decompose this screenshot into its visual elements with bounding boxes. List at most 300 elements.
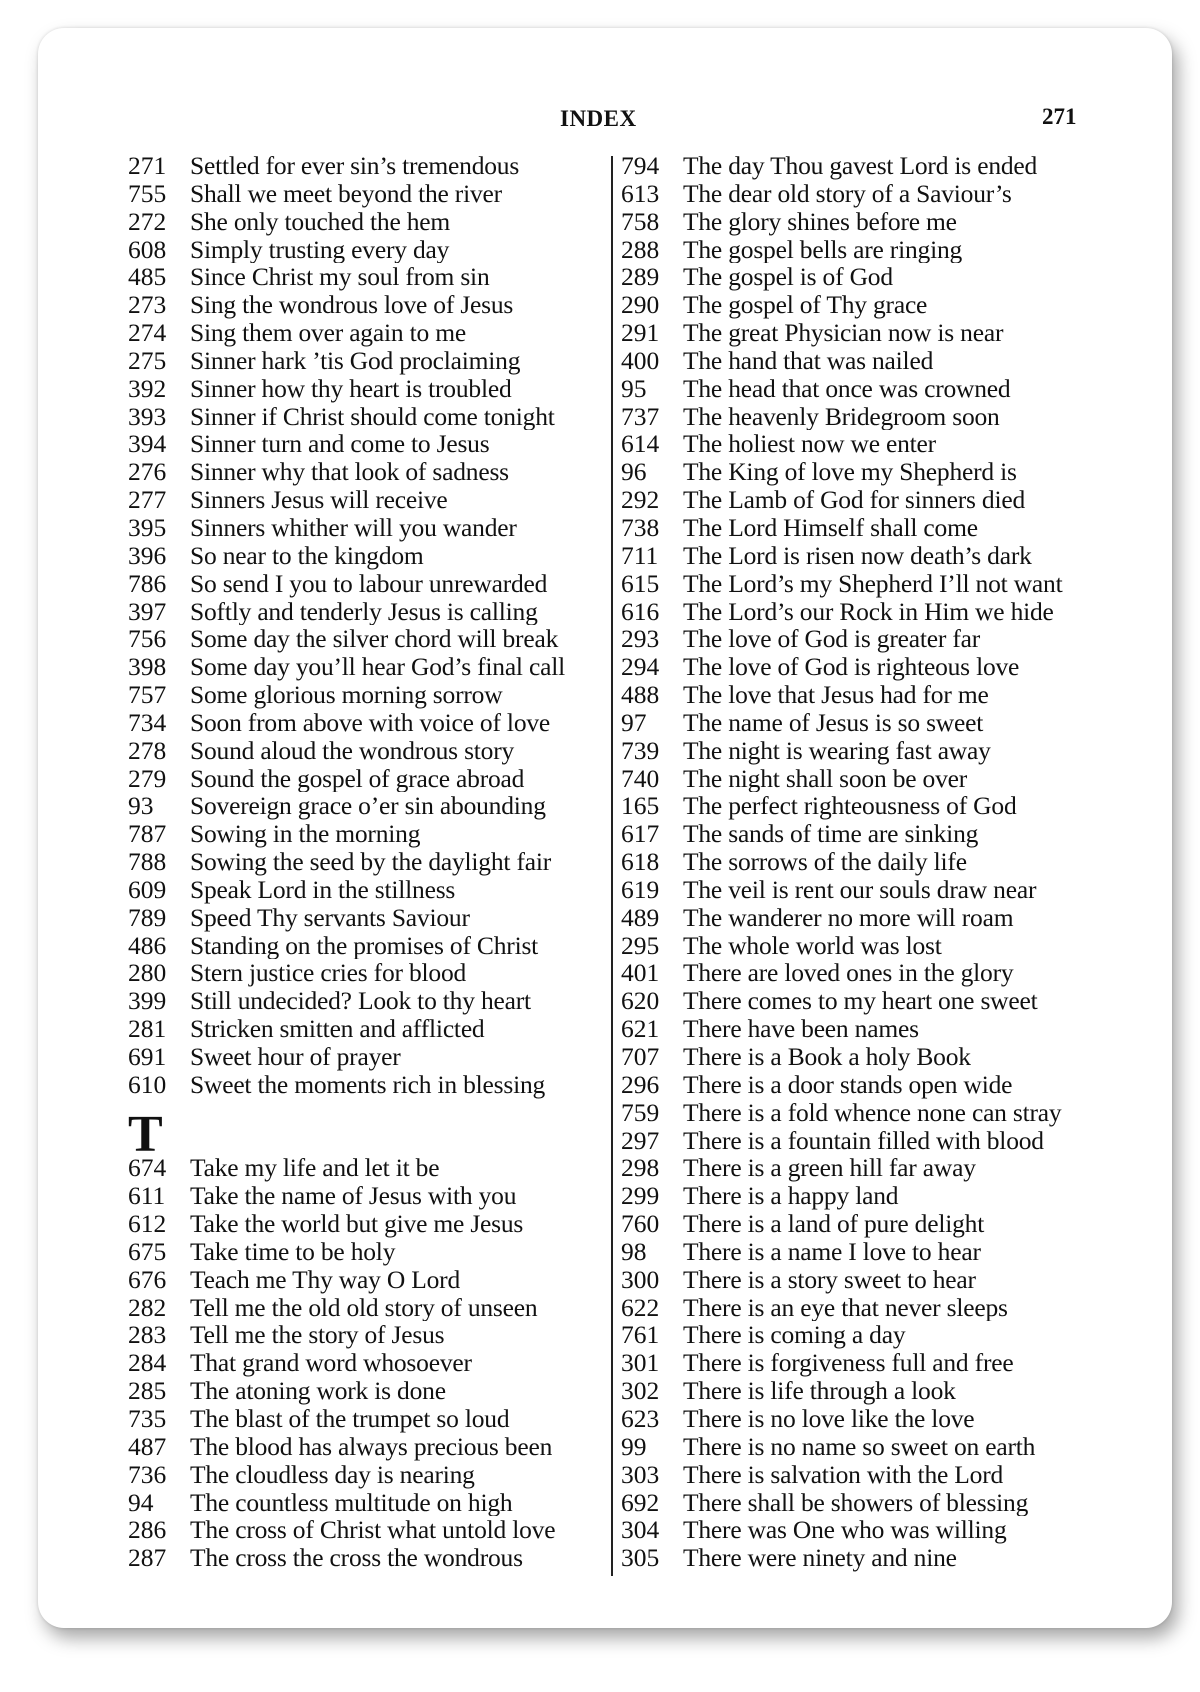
hymn-number: 756 (128, 625, 167, 654)
index-entry (621, 1405, 1099, 1433)
hymn-number: 758 (621, 207, 660, 236)
index-entry (621, 1127, 1099, 1155)
index-entry (128, 904, 606, 932)
index-entry (128, 792, 606, 820)
hymn-first-line: There is a land of pure delight (683, 1210, 985, 1238)
index-entry (128, 959, 606, 987)
hymn-first-line: Still undecided? Look to thy heart (190, 987, 531, 1016)
index-entry (128, 1238, 606, 1266)
hymn-first-line: The blast of the trumpet so loud (190, 1404, 510, 1433)
hymn-number: 303 (621, 1460, 660, 1489)
hymn-number: 760 (621, 1210, 660, 1238)
index-entry (128, 1544, 606, 1572)
index-entry (621, 848, 1099, 876)
index-entry (128, 542, 606, 570)
hymn-first-line: The veil is rent our souls draw near (683, 875, 1037, 904)
hymn-first-line: Stricken smitten and afflicted (190, 1015, 485, 1043)
hymn-number: 285 (128, 1377, 167, 1405)
index-entry (128, 152, 606, 180)
hymn-first-line: Sinners Jesus will receive (190, 486, 448, 514)
hymn-first-line: Shall we meet beyond the river (190, 179, 502, 208)
index-entry (621, 709, 1099, 737)
hymn-first-line: The gospel of Thy grace (683, 291, 928, 320)
index-entry (128, 291, 606, 319)
hymn-number: 619 (621, 875, 660, 904)
hymn-first-line: Sowing the seed by the daylight fair (190, 848, 552, 876)
hymn-first-line: The glory shines before me (683, 207, 957, 236)
hymn-first-line: Simply trusting every day (190, 235, 450, 264)
index-entry (128, 653, 606, 681)
hymn-number: 298 (621, 1154, 660, 1183)
hymn-number: 274 (128, 319, 167, 347)
index-entry (128, 625, 606, 653)
hymn-first-line: There is a fountain filled with blood (683, 1126, 1044, 1155)
hymn-first-line: The Lord’s my Shepherd I’ll not want (683, 569, 1063, 598)
hymn-number: 615 (621, 569, 660, 598)
index-entry (128, 319, 606, 347)
hymn-first-line: Sound aloud the wondrous story (190, 736, 515, 765)
hymn-first-line: There shall be showers of blessing (683, 1488, 1029, 1517)
hymn-first-line: The hand that was nailed (683, 346, 934, 375)
index-entry (621, 792, 1099, 820)
hymn-number: 288 (621, 235, 660, 264)
hymn-first-line: Since Christ my soul from sin (190, 263, 490, 292)
index-entry (128, 430, 606, 458)
index-entry (621, 1266, 1099, 1294)
hymn-number: 761 (621, 1321, 660, 1350)
hymn-number: 676 (128, 1265, 167, 1294)
hymn-first-line: Take time to be holy (190, 1237, 396, 1266)
hymn-number: 289 (621, 263, 660, 292)
index-entry (621, 737, 1099, 765)
index-entry (128, 486, 606, 514)
index-entry (621, 820, 1099, 848)
index-entry (128, 598, 606, 626)
index-entry (128, 180, 606, 208)
index-entry (128, 1516, 606, 1544)
index-entry (128, 347, 606, 375)
hymn-number: 96 (621, 458, 647, 487)
index-entry (128, 375, 606, 403)
index-entry (128, 1321, 606, 1349)
index-entry (128, 458, 606, 486)
hymn-first-line: The heavenly Bridegroom soon (683, 402, 1000, 431)
hymn-number: 401 (621, 959, 660, 988)
page-number: 271 (1042, 104, 1077, 129)
index-entry (621, 876, 1099, 904)
index-entry (128, 1461, 606, 1489)
hymn-first-line: So send I you to labour unrewarded (190, 569, 548, 598)
hymn-first-line: The love that Jesus had for me (683, 681, 989, 709)
index-entry (128, 932, 606, 960)
hymn-first-line: Tell me the old old story of unseen (190, 1293, 538, 1322)
index-entry (621, 932, 1099, 960)
hymn-first-line: There is a green hill far away (683, 1154, 976, 1183)
hymn-number: 93 (128, 792, 154, 821)
hymn-first-line: Sowing in the morning (190, 820, 421, 849)
hymn-first-line: The Lord Himself shall come (683, 513, 978, 542)
index-entry (128, 403, 606, 431)
hymn-number: 305 (621, 1544, 660, 1573)
hymn-first-line: The love of God is greater far (683, 625, 981, 654)
index-entry (621, 458, 1099, 486)
hymn-number: 622 (621, 1293, 660, 1322)
hymn-number: 739 (621, 736, 660, 765)
hymn-first-line: Soon from above with voice of love (190, 708, 551, 737)
hymn-first-line: Sing the wondrous love of Jesus (190, 291, 514, 320)
hymn-number: 286 (128, 1516, 167, 1545)
hymn-number: 293 (621, 625, 660, 654)
section-letter: T (128, 1105, 163, 1163)
hymn-first-line: The Lord’s our Rock in Him we hide (683, 597, 1054, 626)
index-entry (621, 1321, 1099, 1349)
hymn-first-line: The day Thou gavest Lord is ended (683, 152, 1038, 180)
hymn-number: 738 (621, 513, 660, 542)
hymn-number: 282 (128, 1293, 167, 1322)
hymn-number: 278 (128, 736, 167, 765)
hymn-first-line: Tell me the story of Jesus (190, 1321, 445, 1350)
hymn-first-line: The cloudless day is nearing (190, 1460, 475, 1489)
hymn-first-line: Sweet the moments rich in blessing (190, 1070, 546, 1099)
hymn-first-line: There is life through a look (683, 1377, 956, 1405)
hymn-first-line: The love of God is righteous love (683, 653, 1020, 682)
hymn-number: 275 (128, 346, 167, 375)
hymn-number: 736 (128, 1460, 167, 1489)
hymn-number: 400 (621, 346, 660, 375)
hymn-first-line: Stern justice cries for blood (190, 959, 467, 988)
hymn-number: 99 (621, 1432, 647, 1461)
hymn-number: 271 (128, 152, 167, 180)
hymn-number: 284 (128, 1349, 167, 1378)
hymn-number: 794 (621, 152, 660, 180)
index-entry (128, 1433, 606, 1461)
hymn-first-line: The dear old story of a Saviour’s (683, 179, 1012, 208)
hymn-number: 740 (621, 764, 660, 793)
hymn-number: 398 (128, 653, 167, 682)
hymn-number: 299 (621, 1182, 660, 1211)
hymn-number: 487 (128, 1432, 167, 1461)
hymn-number: 674 (128, 1154, 167, 1183)
hymn-first-line: Speak Lord in the stillness (190, 875, 456, 904)
index-entry (621, 1015, 1099, 1043)
hymn-first-line: Speed Thy servants Saviour (190, 903, 470, 932)
hymn-number: 301 (621, 1349, 660, 1378)
index-entry (128, 1071, 606, 1099)
hymn-first-line: The name of Jesus is so sweet (683, 708, 984, 737)
hymn-number: 755 (128, 179, 167, 208)
index-entry (621, 514, 1099, 542)
hymn-first-line: There is a fold whence none can stray (683, 1098, 1062, 1127)
hymn-first-line: The Lamb of God for sinners died (683, 486, 1026, 514)
hymn-number: 621 (621, 1015, 660, 1043)
hymn-first-line: So near to the kingdom (190, 541, 424, 570)
hymn-number: 276 (128, 458, 167, 487)
index-entry (621, 625, 1099, 653)
hymn-first-line: The gospel bells are ringing (683, 235, 963, 264)
hymn-number: 613 (621, 179, 660, 208)
hymn-first-line: Sinner turn and come to Jesus (190, 430, 490, 459)
hymn-number: 396 (128, 541, 167, 570)
hymn-number: 611 (128, 1182, 166, 1211)
hymn-number: 618 (621, 848, 660, 876)
column-divider (611, 156, 613, 1576)
hymn-number: 788 (128, 848, 167, 876)
hymn-number: 392 (128, 374, 167, 403)
index-entry (621, 1210, 1099, 1238)
index-entry (128, 1266, 606, 1294)
hymn-number: 393 (128, 402, 167, 431)
index-entry (621, 1043, 1099, 1071)
hymn-number: 287 (128, 1544, 167, 1573)
index-entry (621, 1154, 1099, 1182)
hymn-number: 620 (621, 987, 660, 1016)
hymn-first-line: That grand word whosoever (190, 1349, 472, 1378)
index-entry (128, 681, 606, 709)
hymn-first-line: Take my life and let it be (190, 1154, 440, 1183)
hymn-first-line: Sound the gospel of grace abroad (190, 764, 525, 793)
hymn-first-line: There is coming a day (683, 1321, 906, 1350)
index-entry (621, 1516, 1099, 1544)
index-entry (128, 1154, 606, 1182)
hymn-number: 273 (128, 291, 167, 320)
index-entry (128, 1349, 606, 1377)
hymn-number: 488 (621, 681, 660, 709)
page-heading: INDEX (560, 106, 637, 131)
hymn-number: 711 (621, 541, 659, 570)
hymn-first-line: Some glorious morning sorrow (190, 681, 503, 709)
hymn-first-line: The sands of time are sinking (683, 820, 979, 849)
index-entry (128, 236, 606, 264)
hymn-number: 95 (621, 374, 647, 403)
index-entry (621, 1182, 1099, 1210)
index-entry (128, 765, 606, 793)
hymn-first-line: Sing them over again to me (190, 319, 466, 347)
hymn-first-line: The night is wearing fast away (683, 736, 991, 765)
hymn-first-line: Some day the silver chord will break (190, 625, 559, 654)
hymn-first-line: There is a happy land (683, 1182, 899, 1211)
index-entry (621, 403, 1099, 431)
hymn-number: 294 (621, 653, 660, 682)
right-index-column (621, 152, 1099, 1572)
hymn-first-line: Sinners whither will you wander (190, 513, 517, 542)
hymn-first-line: There is a Book a holy Book (683, 1043, 971, 1071)
hymn-first-line: The Lord is risen now death’s dark (683, 541, 1032, 570)
hymn-first-line: The blood has always precious been (190, 1432, 553, 1461)
index-entry (621, 180, 1099, 208)
hymn-number: 608 (128, 235, 167, 264)
hymn-first-line: There was One who was willing (683, 1516, 1007, 1545)
hymn-number: 300 (621, 1265, 660, 1294)
index-entry (128, 1489, 606, 1517)
hymn-first-line: The countless multitude on high (190, 1488, 513, 1517)
index-entry (128, 263, 606, 291)
index-entry (621, 1489, 1099, 1517)
hymn-first-line: Sinner why that look of sadness (190, 458, 509, 487)
index-entry (128, 1405, 606, 1433)
index-entry (621, 375, 1099, 403)
index-entry (621, 904, 1099, 932)
hymn-number: 612 (128, 1210, 167, 1238)
hymn-first-line: The cross of Christ what untold love (190, 1516, 556, 1545)
hymn-number: 277 (128, 486, 167, 514)
index-entry (128, 1043, 606, 1071)
index-entry (621, 1071, 1099, 1099)
index-entry (621, 765, 1099, 793)
index-entry (128, 1210, 606, 1238)
hymn-first-line: There is no love like the love (683, 1404, 975, 1433)
index-entry (621, 681, 1099, 709)
hymn-number: 485 (128, 263, 167, 292)
hymn-number: 675 (128, 1237, 167, 1266)
hymn-number: 614 (621, 430, 660, 459)
hymn-first-line: The sorrows of the daily life (683, 848, 967, 876)
index-entry (128, 737, 606, 765)
index-entry (621, 653, 1099, 681)
index-entry (128, 987, 606, 1015)
hymn-first-line: There is salvation with the Lord (683, 1460, 1004, 1489)
hymn-number: 290 (621, 291, 660, 320)
hymn-number: 272 (128, 207, 167, 236)
hymn-first-line: Settled for ever sin’s tremendous (190, 152, 520, 180)
hymn-number: 302 (621, 1377, 660, 1405)
hymn-first-line: The cross the cross the wondrous (190, 1544, 523, 1573)
hymn-number: 735 (128, 1404, 167, 1433)
hymn-first-line: The night shall soon be over (683, 764, 968, 793)
index-entry (621, 1238, 1099, 1266)
hymn-first-line: Sweet hour of prayer (190, 1043, 401, 1071)
hymn-number: 281 (128, 1015, 167, 1043)
hymn-first-line: There are loved ones in the glory (683, 959, 1014, 988)
hymn-number: 489 (621, 903, 660, 932)
index-entry (621, 347, 1099, 375)
index-entry (128, 208, 606, 236)
index-entry (621, 152, 1099, 180)
hymn-first-line: There is forgiveness full and free (683, 1349, 1014, 1378)
hymn-number: 297 (621, 1126, 660, 1155)
left-index-column (128, 152, 606, 1572)
index-entry (128, 1015, 606, 1043)
hymn-first-line: The gospel is of God (683, 263, 893, 292)
hymn-number: 280 (128, 959, 167, 988)
index-entry (128, 570, 606, 598)
index-entry (128, 709, 606, 737)
hymn-first-line: The great Physician now is near (683, 319, 1004, 347)
index-entry (621, 263, 1099, 291)
hymn-first-line: Sinner if Christ should come tonight (190, 402, 555, 431)
hymn-first-line: There is a door stands open wide (683, 1070, 1013, 1099)
hymn-number: 734 (128, 708, 167, 737)
index-entry (621, 1544, 1099, 1572)
hymn-number: 617 (621, 820, 660, 849)
hymn-first-line: The perfect righteousness of God (683, 792, 1017, 821)
hymn-number: 609 (128, 875, 167, 904)
index-entry (128, 848, 606, 876)
hymn-first-line: Some day you’ll hear God’s final call (190, 653, 566, 682)
hymn-number: 789 (128, 903, 167, 932)
index-entry (128, 820, 606, 848)
hymn-first-line: The holiest now we enter (683, 430, 936, 459)
hymn-first-line: There is an eye that never sleeps (683, 1293, 1008, 1322)
index-entry (621, 486, 1099, 514)
index-entry (621, 598, 1099, 626)
hymn-number: 759 (621, 1098, 660, 1127)
hymn-first-line: Sovereign grace o’er sin abounding (190, 792, 546, 821)
hymn-number: 707 (621, 1043, 660, 1071)
hymn-number: 291 (621, 319, 660, 347)
hymn-first-line: Teach me Thy way O Lord (190, 1265, 461, 1294)
hymn-first-line: Take the name of Jesus with you (190, 1182, 517, 1211)
hymn-number: 304 (621, 1516, 660, 1545)
index-entry (621, 1099, 1099, 1127)
hymn-number: 97 (621, 708, 647, 737)
hymn-number: 787 (128, 820, 167, 849)
index-entry (128, 1377, 606, 1405)
index-entry (621, 542, 1099, 570)
index-entry (621, 208, 1099, 236)
hymn-first-line: She only touched the hem (190, 207, 451, 236)
index-entry (621, 959, 1099, 987)
hymn-first-line: There have been names (683, 1015, 919, 1043)
hymn-number: 399 (128, 987, 167, 1016)
hymn-first-line: The whole world was lost (683, 931, 942, 960)
index-entry (621, 570, 1099, 598)
hymn-number: 94 (128, 1488, 154, 1517)
hymn-first-line: Take the world but give me Jesus (190, 1210, 524, 1238)
hymn-number: 395 (128, 513, 167, 542)
hymn-first-line: There comes to my heart one sweet (683, 987, 1038, 1016)
hymn-number: 786 (128, 569, 167, 598)
hymn-number: 295 (621, 931, 660, 960)
hymn-number: 165 (621, 792, 660, 821)
hymn-first-line: There is a story sweet to hear (683, 1265, 976, 1294)
hymn-number: 691 (128, 1043, 167, 1071)
hymn-first-line: There is no name so sweet on earth (683, 1432, 1036, 1461)
hymn-number: 283 (128, 1321, 167, 1350)
hymn-number: 279 (128, 764, 167, 793)
hymn-number: 737 (621, 402, 660, 431)
hymn-number: 616 (621, 597, 660, 626)
hymn-first-line: The King of love my Shepherd is (683, 458, 1017, 487)
index-entry (128, 1294, 606, 1322)
hymn-number: 98 (621, 1237, 647, 1266)
index-entry (621, 236, 1099, 264)
hymn-number: 296 (621, 1070, 660, 1099)
hymn-first-line: The head that once was crowned (683, 374, 1011, 403)
hymn-number: 292 (621, 486, 660, 514)
hymn-first-line: The atoning work is done (190, 1377, 446, 1405)
index-entry (128, 514, 606, 542)
index-entry (621, 1433, 1099, 1461)
index-entry (621, 319, 1099, 347)
index-entry (621, 1294, 1099, 1322)
index-entry (128, 876, 606, 904)
hymn-first-line: Standing on the promises of Christ (190, 931, 539, 960)
hymn-number: 486 (128, 931, 167, 960)
index-entry (128, 1182, 606, 1210)
hymn-first-line: Sinner hark ’tis God proclaiming (190, 346, 521, 375)
hymn-number: 623 (621, 1404, 660, 1433)
hymn-first-line: Sinner how thy heart is troubled (190, 374, 512, 403)
hymn-first-line: Softly and tenderly Jesus is calling (190, 597, 538, 626)
hymn-first-line: There is a name I love to hear (683, 1237, 981, 1266)
index-entry (621, 430, 1099, 458)
hymn-first-line: There were ninety and nine (683, 1544, 957, 1573)
hymn-first-line: The wanderer no more will roam (683, 903, 1014, 932)
index-entry (621, 1461, 1099, 1489)
index-entry (621, 1377, 1099, 1405)
hymn-number: 394 (128, 430, 167, 459)
hymn-number: 692 (621, 1488, 660, 1517)
